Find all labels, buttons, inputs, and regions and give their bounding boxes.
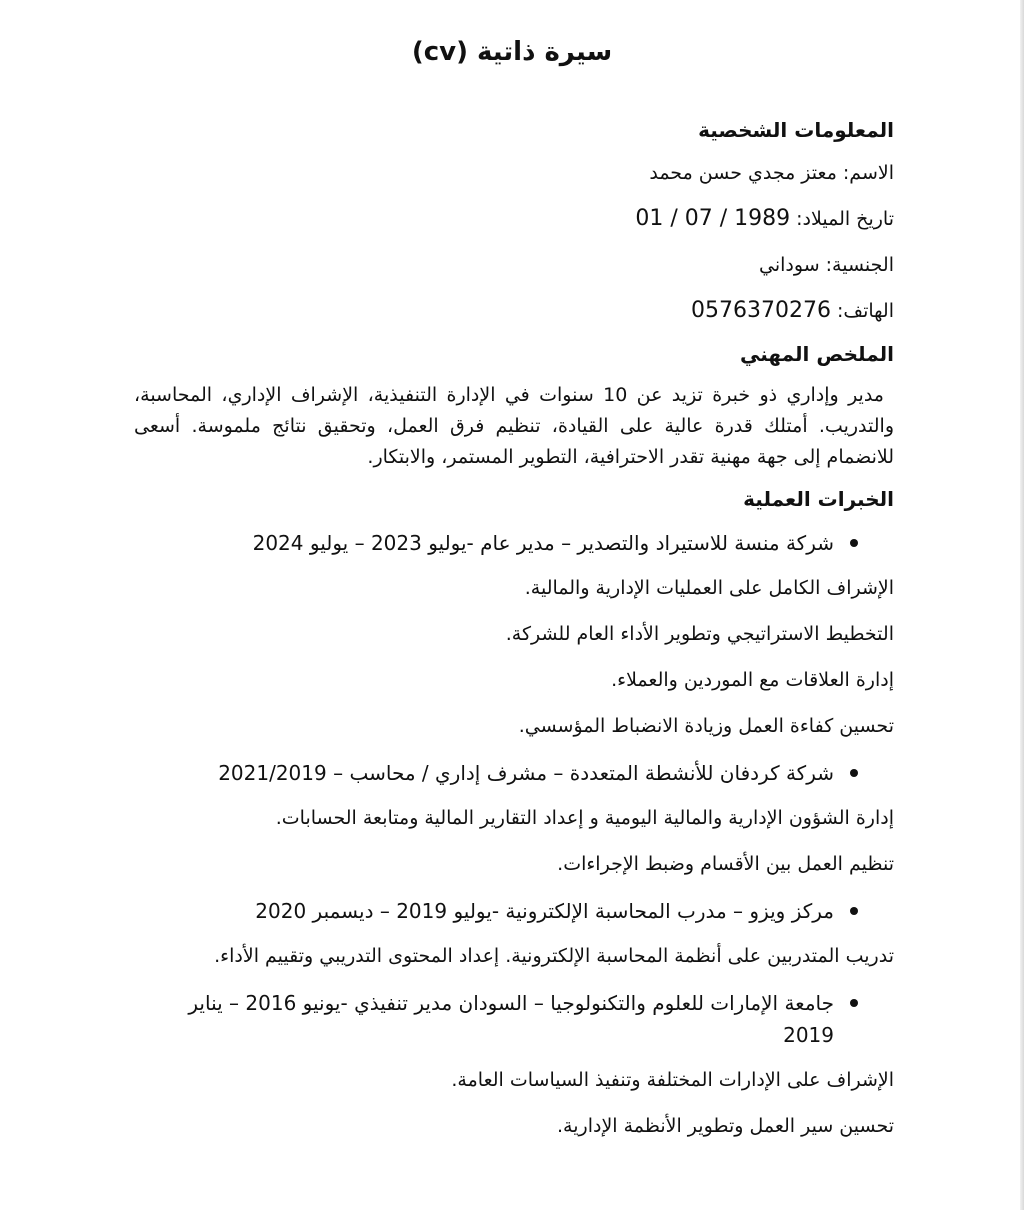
bullet-icon [850, 539, 858, 547]
job-duty: تدريب المتدربين على أنظمة المحاسبة الإلكترونية. إعداد المحتوى التدريبي وتقييم الأداء. [214, 945, 894, 967]
job-title: جامعة الإمارات للعلوم والتكنولوجيا – السودان مدير تنفيذي -يونيو 2016 – يناير 2019 [188, 991, 834, 1047]
job-title-row [134, 895, 894, 927]
job-duty: إدارة الشؤون الإدارية والمالية اليومية و إعداد التقارير المالية ومتابعة الحسابات. [275, 807, 894, 829]
phone-label: الهاتف: [837, 300, 894, 322]
nationality-line: الجنسية: سوداني [759, 254, 894, 276]
job-duty: الإشراف على الإدارات المختلفة وتنفيذ السياسات العامة. [451, 1069, 894, 1091]
cv-title: سيرة ذاتية (cv) [411, 37, 613, 67]
dob-value: 01 / 07 / 1989 [635, 206, 791, 231]
job-title: شركة منسة للاستيراد والتصدير – مدير عام -يوليو 2023 – يوليو 2024 [252, 531, 834, 555]
job-1 [134, 527, 894, 749]
job-title-row [134, 757, 894, 789]
job-2 [134, 757, 894, 887]
page-edge-shadow [1020, 0, 1024, 1210]
phone-line [134, 288, 894, 334]
job-duty: الإشراف الكامل على العمليات الإدارية والمالية. [524, 577, 894, 599]
job-title-row [134, 527, 894, 559]
experience-heading: الخبرات العملية [743, 487, 894, 511]
bullet-icon [850, 769, 858, 777]
job-3 [134, 895, 894, 979]
dob-label: تاريخ الميلاد: [796, 208, 894, 230]
job-duty: تحسين سير العمل وتطوير الأنظمة الإدارية. [557, 1115, 894, 1137]
job-duty: تنظيم العمل بين الأقسام وضبط الإجراءات. [557, 853, 894, 875]
job-duty: إدارة العلاقات مع الموردين والعملاء. [611, 669, 894, 691]
bullet-icon [850, 999, 858, 1007]
job-title-row [134, 987, 894, 1051]
job-title: شركة كردفان للأنشطة المتعددة – مشرف إداري / محاسب – 2021/2019 [218, 761, 834, 785]
cv-content [134, 110, 894, 1149]
job-duty: تحسين كفاءة العمل وزيادة الانضباط المؤسسي. [518, 715, 894, 737]
personal-info-heading: المعلومات الشخصية [698, 118, 894, 142]
summary-text: مدير وإداري ذو خبرة تزيد عن 10 سنوات في الإدارة التنفيذية، الإشراف الإداري، المحاسبة، والتدريب. أمتلك قدرة عالية على القيادة، تنظيم فرق العمل، وتحقيق نتائج ملموسة. أسعى للانضمام إلى جهة مهنية تقدر الاحترافية، التطوير المستمر، والابتكار. [134, 384, 894, 468]
phone-value: 0576370276 [690, 298, 831, 323]
job-duty: التخطيط الاستراتيجي وتطوير الأداء العام للشركة. [505, 623, 894, 645]
job-4 [134, 987, 894, 1149]
summary-heading: الملخص المهني [740, 342, 894, 366]
name-line: الاسم: معتز مجدي حسن محمد [649, 162, 894, 184]
bullet-icon [850, 907, 858, 915]
dob-line [134, 196, 894, 242]
job-title: مركز ويزو – مدرب المحاسبة الإلكترونية -يوليو 2019 – ديسمبر 2020 [255, 899, 834, 923]
